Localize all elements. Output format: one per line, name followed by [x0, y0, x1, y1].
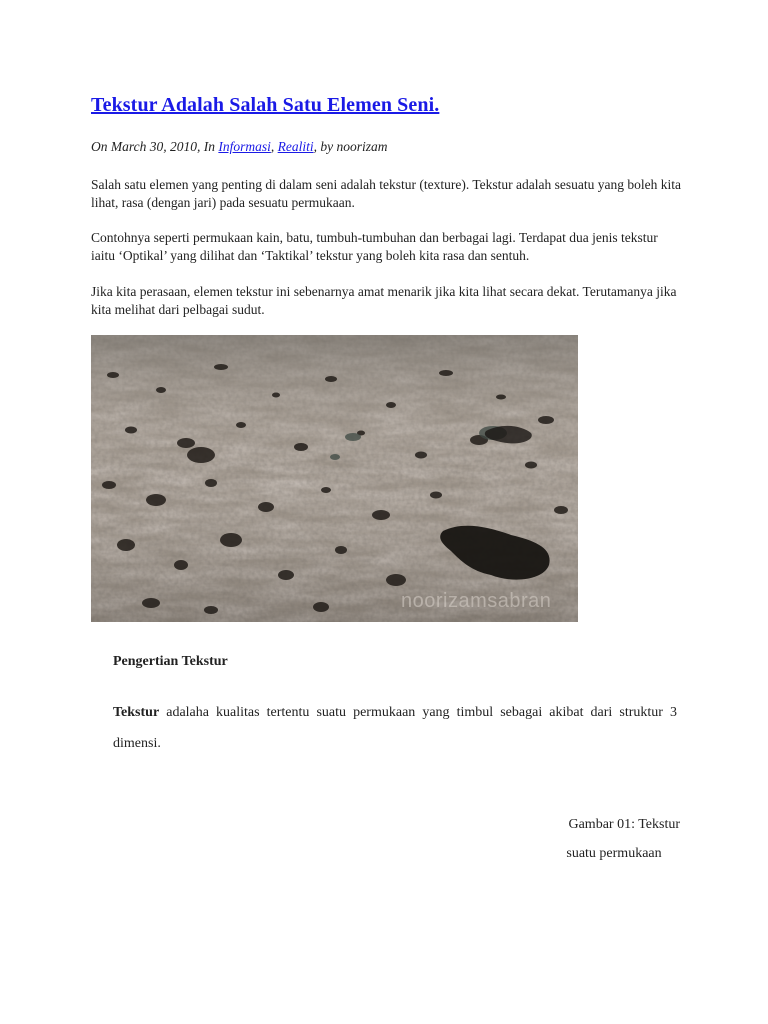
- definition-paragraph: [113, 697, 677, 759]
- body-paragraph: Contohnya seperti permukaan kain, batu, tumbuh-tumbuhan dan berbagai lagi. Terdapat dua jenis tekstur iaitu ‘Optikal’ yang dilihat dan ‘Taktikal’ tekstur yang boleh kita rasa dan sentuh.: [91, 230, 658, 263]
- weathered-wood-texture-image: [91, 335, 578, 622]
- post-meta: [91, 139, 388, 155]
- figure-caption: [520, 810, 680, 868]
- definition-text: adalaha kualitas tertentu suatu permukaan yang timbul sebagai akibat dari struktur 3 dimensi.: [113, 705, 677, 751]
- meta-separator: ,: [270, 139, 278, 154]
- category-link-realiti[interactable]: Realiti: [277, 139, 314, 154]
- caption-line-1: Gambar 01: Tekstur: [568, 817, 680, 832]
- caption-line-2: suatu permukaan: [566, 846, 662, 861]
- section-heading: Pengertian Tekstur: [113, 654, 228, 669]
- photo-watermark: noorizamsabran: [401, 590, 552, 612]
- body-paragraph: Jika kita perasaan, elemen tekstur ini sebenarnya amat menarik jika kita lihat secara dekat. Terutamanya jika kita melihat dari pelbagai sudut.: [91, 284, 677, 317]
- post-title[interactable]: Tekstur Adalah Salah Satu Elemen Seni.: [91, 94, 440, 116]
- category-link-informasi[interactable]: Informasi: [218, 139, 271, 154]
- body-paragraph: Salah satu elemen yang penting di dalam seni adalah tekstur (texture). Tekstur adalah sesuatu yang boleh kita lihat, rasa (dengan jari) pada sesuatu permukaan.: [91, 177, 681, 210]
- texture-photo: [91, 335, 578, 622]
- meta-byline: , by noorizam: [313, 139, 388, 154]
- definition-term: Tekstur: [113, 705, 160, 720]
- meta-prefix: On March 30, 2010, In: [91, 139, 219, 154]
